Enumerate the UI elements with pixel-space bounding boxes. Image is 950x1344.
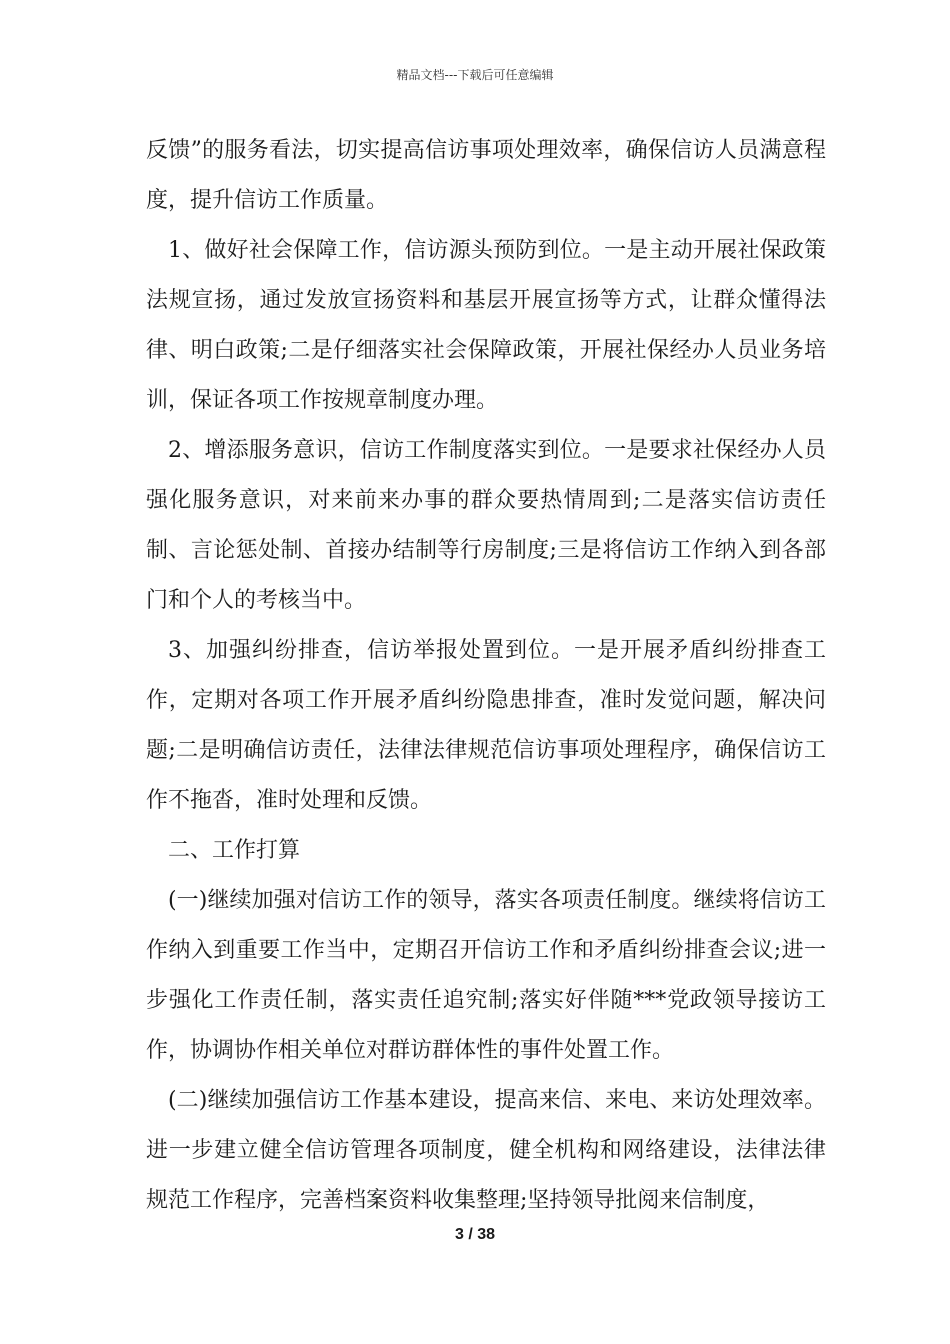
- paragraph-item-3: 3、加强纠纷排查，信访举报处置到位。一是开展矛盾纠纷排查工作，定期对各项工作开展矛盾纠纷隐患排查，准时发觉问题，解决问题;二是明确信访责任，法律法律规范信访事项处理程序，确保信访工作不拖沓，准时处理和反馈。: [146, 638, 826, 813]
- paragraph-plan-2: (二)继续加强信访工作基本建设，提高来信、来电、来访处理效率。进一步建立健全信访管理各项制度，健全机构和网络建设，法律法律规范工作程序，完善档案资料收集整理;坚持领导批阅来信制度，: [146, 1088, 826, 1213]
- document-body: [146, 126, 826, 1226]
- page-number: 3 / 38: [454, 1226, 496, 1243]
- paragraph-plan-1: (一)继续加强对信访工作的领导，落实各项责任制度。继续将信访工作纳入到重要工作当中，定期召开信访工作和矛盾纠纷排查会议;进一步强化工作责任制，落实责任追究制;落实好伴随***党政领导接访工作，协调协作相关单位对群访群体性的事件处置工作。: [146, 888, 826, 1063]
- paragraph-item-2: 2、增添服务意识，信访工作制度落实到位。一是要求社保经办人员强化服务意识，对来前来办事的群众要热情周到;二是落实信访责任制、言论惩处制、首接办结制等行房制度;三是将信访工作纳入到各部门和个人的考核当中。: [146, 438, 826, 613]
- paragraph-continuation: 反馈”的服务看法，切实提高信访事项处理效率，确保信访人员满意程度，提升信访工作质量。: [146, 138, 826, 213]
- page-header: 精品文档---下载后可任意编辑: [396, 68, 554, 82]
- section-heading: 二、工作打算: [168, 838, 301, 863]
- paragraph-item-1: 1、做好社会保障工作，信访源头预防到位。一是主动开展社保政策法规宣扬，通过发放宣扬资料和基层开展宣扬等方式，让群众懂得法律、明白政策;二是仔细落实社会保障政策，开展社保经办人员业务培训，保证各项工作按规章制度办理。: [146, 238, 826, 413]
